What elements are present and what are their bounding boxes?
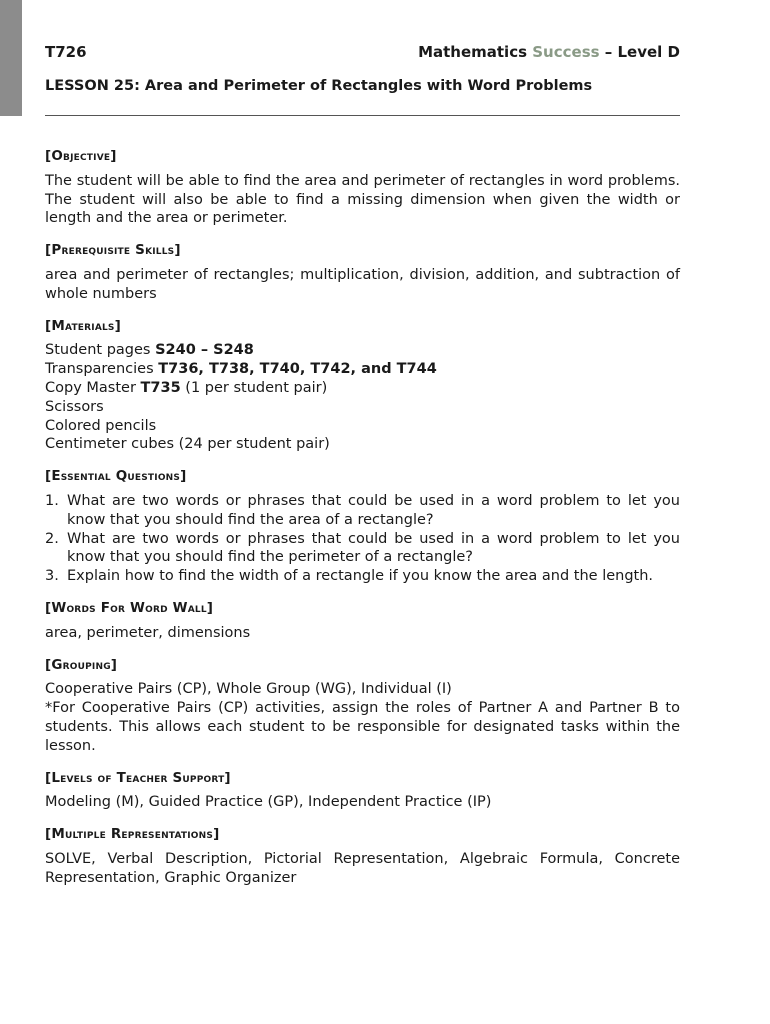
materials-line1-bold: S240 – S248 bbox=[155, 342, 254, 359]
list-item bbox=[45, 492, 680, 530]
grouping-section bbox=[45, 656, 680, 756]
representations-section bbox=[45, 825, 680, 887]
materials-line3-suffix: (1 per student pair) bbox=[180, 379, 328, 396]
question-text: What are two words or phrases that could be used in a word problem to let you know that you should find the area of a rectangle? bbox=[67, 492, 680, 528]
question-number: 3. bbox=[45, 568, 59, 585]
word-wall-heading: [Words For Word Wall] bbox=[45, 599, 214, 616]
header-divider bbox=[45, 115, 680, 116]
series-title-accent: Success bbox=[532, 43, 600, 61]
materials-copy-master bbox=[45, 379, 680, 398]
materials-heading: [Materials] bbox=[45, 317, 121, 334]
question-text: What are two words or phrases that could be used in a word problem to let you know that you should find the perimeter of a rectangle? bbox=[67, 530, 680, 566]
materials-transparencies bbox=[45, 360, 680, 379]
essential-questions-heading: [Essential Questions] bbox=[45, 468, 187, 485]
prerequisite-text: area and perimeter of rectangles; multiplication, division, addition, and subtraction of whole numbers bbox=[45, 266, 680, 302]
list-item bbox=[45, 530, 680, 568]
objective-heading: [Objective] bbox=[45, 148, 117, 164]
essential-questions-list bbox=[45, 492, 680, 586]
materials-student-pages bbox=[45, 341, 680, 360]
materials-line3-bold: T735 bbox=[140, 379, 181, 396]
representations-heading: [Multiple Representations] bbox=[45, 826, 220, 843]
grouping-heading: [Grouping] bbox=[45, 656, 118, 673]
grouping-note: *For Cooperative Pairs (CP) activities, assign the roles of Partner A and Partner B to students. This allows each student to be responsible for designated tasks within the lesson. bbox=[45, 700, 680, 754]
series-title-part2: – Level D bbox=[599, 43, 680, 61]
series-title bbox=[418, 43, 680, 61]
lesson-content bbox=[45, 147, 680, 901]
materials-scissors: Scissors bbox=[45, 398, 104, 415]
prerequisite-section bbox=[45, 241, 680, 303]
materials-centimeter-cubes: Centimeter cubes (24 per student pair) bbox=[45, 436, 330, 453]
page-header bbox=[45, 43, 680, 65]
prerequisite-heading: [Prerequisite Skills] bbox=[45, 242, 181, 259]
lesson-title: LESSON 25: Area and Perimeter of Rectangles with Word Problems bbox=[45, 78, 593, 94]
materials-line2-bold: T736, T738, T740, T742, and T744 bbox=[158, 361, 437, 378]
teacher-support-section bbox=[45, 769, 680, 813]
question-number: 2. bbox=[45, 530, 59, 547]
materials-section bbox=[45, 317, 680, 455]
word-wall-text: area, perimeter, dimensions bbox=[45, 624, 251, 641]
list-item bbox=[45, 567, 680, 586]
page-code: T726 bbox=[45, 43, 87, 61]
objective-section bbox=[45, 147, 680, 228]
essential-questions-section bbox=[45, 467, 680, 586]
representations-text: SOLVE, Verbal Description, Pictorial Representation, Algebraic Formula, Concrete Representation, Graphic Organizer bbox=[45, 850, 680, 886]
teacher-support-heading: [Levels of Teacher Support] bbox=[45, 769, 231, 786]
question-number: 1. bbox=[45, 492, 59, 509]
teacher-support-text: Modeling (M), Guided Practice (GP), Independent Practice (IP) bbox=[45, 794, 492, 811]
page-edge-tab bbox=[0, 0, 22, 116]
word-wall-section bbox=[45, 599, 680, 643]
materials-line2-prefix: Transparencies bbox=[45, 361, 159, 378]
materials-colored-pencils: Colored pencils bbox=[45, 417, 157, 434]
materials-line3-prefix: Copy Master bbox=[45, 379, 141, 396]
question-text: Explain how to find the width of a rectangle if you know the area and the length. bbox=[67, 568, 654, 585]
materials-line1-prefix: Student pages bbox=[45, 342, 156, 359]
series-title-part1: Mathematics bbox=[418, 43, 533, 61]
grouping-types: Cooperative Pairs (CP), Whole Group (WG), Individual (I) bbox=[45, 681, 452, 698]
objective-text: The student will be able to find the area and perimeter of rectangles in word problems. The student will also be able to find a missing dimension when given the width or length and the area or perimeter. bbox=[45, 172, 680, 227]
